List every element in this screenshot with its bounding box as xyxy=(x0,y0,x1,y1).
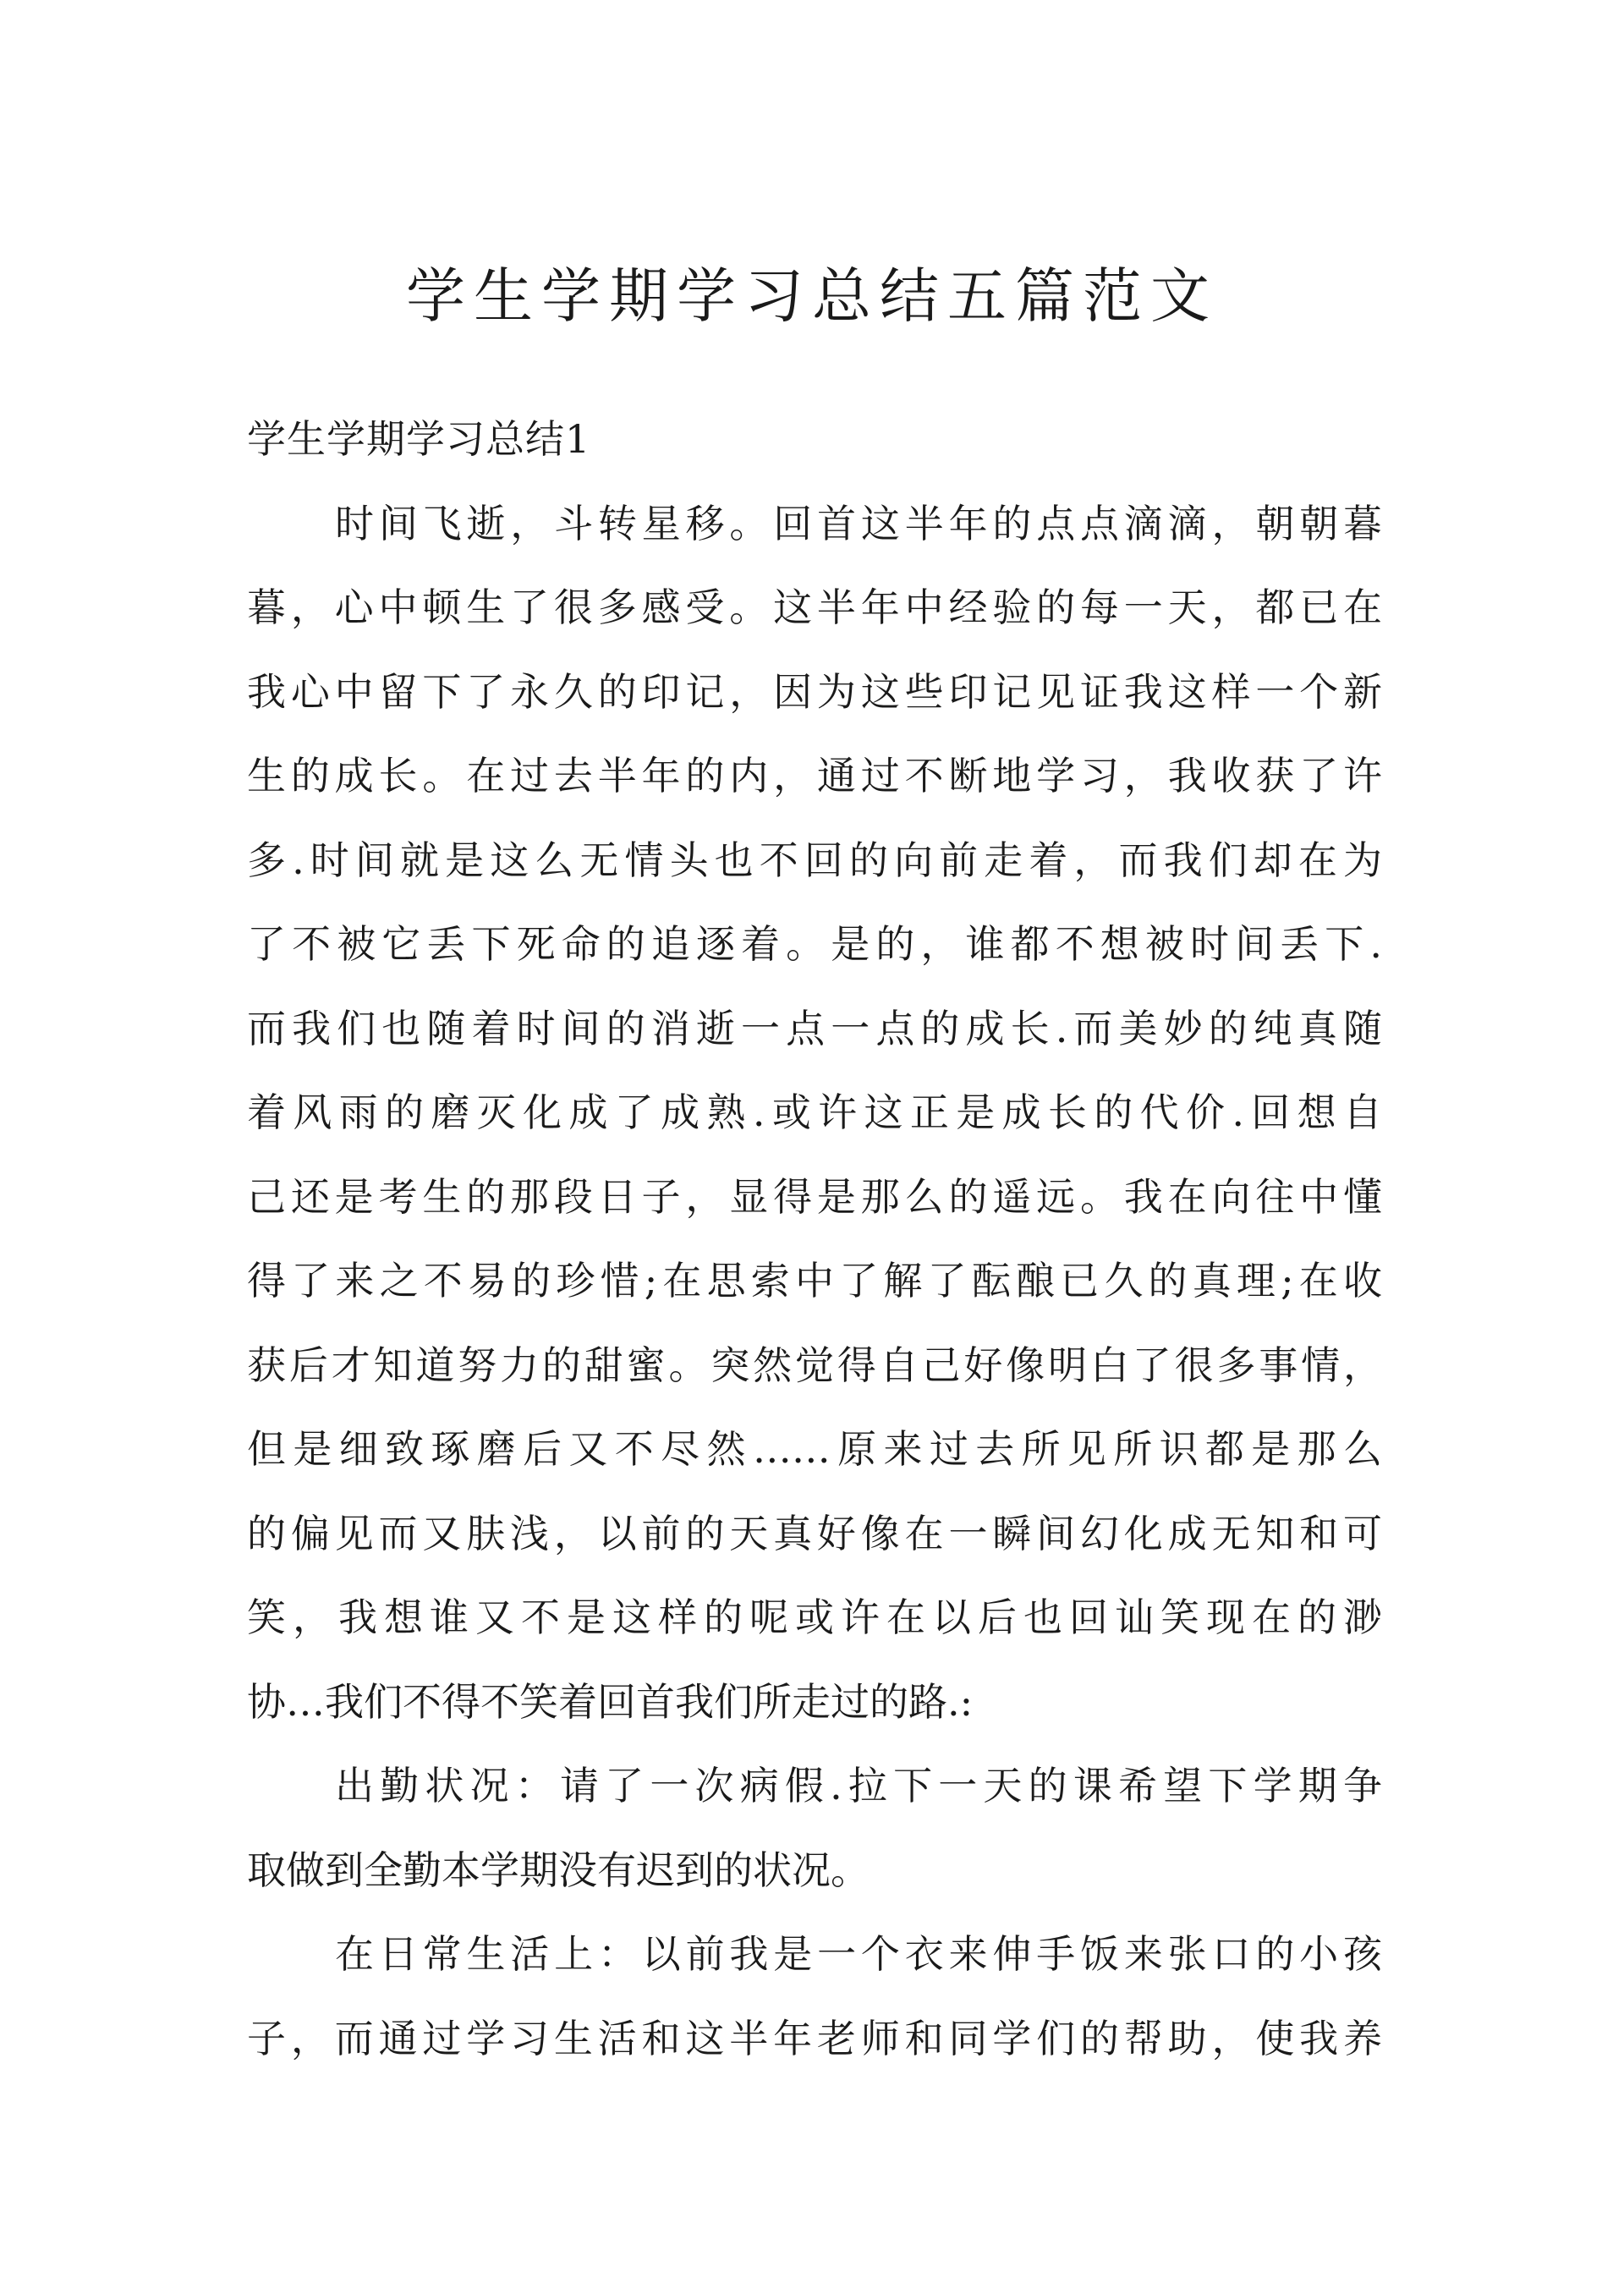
text-line: 笑，我想谁又不是这样的呢或许在以后也回讪笑现在的渺 xyxy=(247,1594,1382,1640)
document-body xyxy=(247,398,1382,2081)
paragraph-1 xyxy=(247,482,1382,1745)
text-line: 了不被它丢下死命的追逐着。是的，谁都不想被时间丢下. xyxy=(247,921,1382,967)
text-line: 在日常生活上：以前我是一个衣来伸手饭来张口的小孩 xyxy=(335,1931,1382,1977)
text-line: 我心中留下了永久的印记，因为这些印记见证我这样一个新 xyxy=(247,668,1382,715)
text-line: 子，而通过学习生活和这半年老师和同学们的帮助，使我养 xyxy=(247,2015,1382,2061)
text-line: 时间飞逝，斗转星移。回首这半年的点点滴滴，朝朝暮 xyxy=(335,500,1382,546)
text-line: 的偏见而又肤浅，以前的天真好像在一瞬间幻化成无知和可 xyxy=(247,1510,1382,1556)
text-line: 己还是考生的那段日子，显得是那么的遥远。我在向往中懂 xyxy=(247,1173,1382,1220)
text-line: 取做到全勤本学期没有迟到的状况。 xyxy=(247,1847,870,1893)
text-line: 协…我们不得不笑着回首我们所走过的路.: xyxy=(247,1678,974,1725)
paragraph-3 xyxy=(247,1913,1382,2081)
text-line: 多.时间就是这么无情头也不回的向前走着，而我们却在为 xyxy=(247,837,1382,883)
document-title: 学生学期学习总结五篇范文 xyxy=(406,261,1218,331)
text-line: 得了来之不易的珍惜;在思索中了解了酝酿已久的真理;在收 xyxy=(247,1258,1382,1303)
text-line: 着风雨的磨灭化成了成熟.或许这正是成长的代价.回想自 xyxy=(247,1089,1382,1135)
section-heading: 学生学期学习总结1 xyxy=(247,416,591,462)
text-line: 但是细致琢磨后又不尽然……原来过去所见所识都是那么 xyxy=(247,1426,1382,1472)
text-line: 生的成长。在过去半年的内，通过不断地学习，我收获了许 xyxy=(247,753,1382,799)
text-line: 获后才知道努力的甜蜜。突然觉得自己好像明白了很多事情， xyxy=(247,1342,1382,1388)
text-line: 暮，心中顿生了很多感受。这半年中经验的每一天，都已在 xyxy=(247,584,1382,630)
paragraph-2 xyxy=(247,1744,1382,1913)
text-line: 而我们也随着时间的消逝一点一点的成长.而美妙的纯真随 xyxy=(247,1005,1382,1051)
text-line: 出勤状况：请了一次病假.拉下一天的课希望下学期争 xyxy=(335,1763,1382,1808)
